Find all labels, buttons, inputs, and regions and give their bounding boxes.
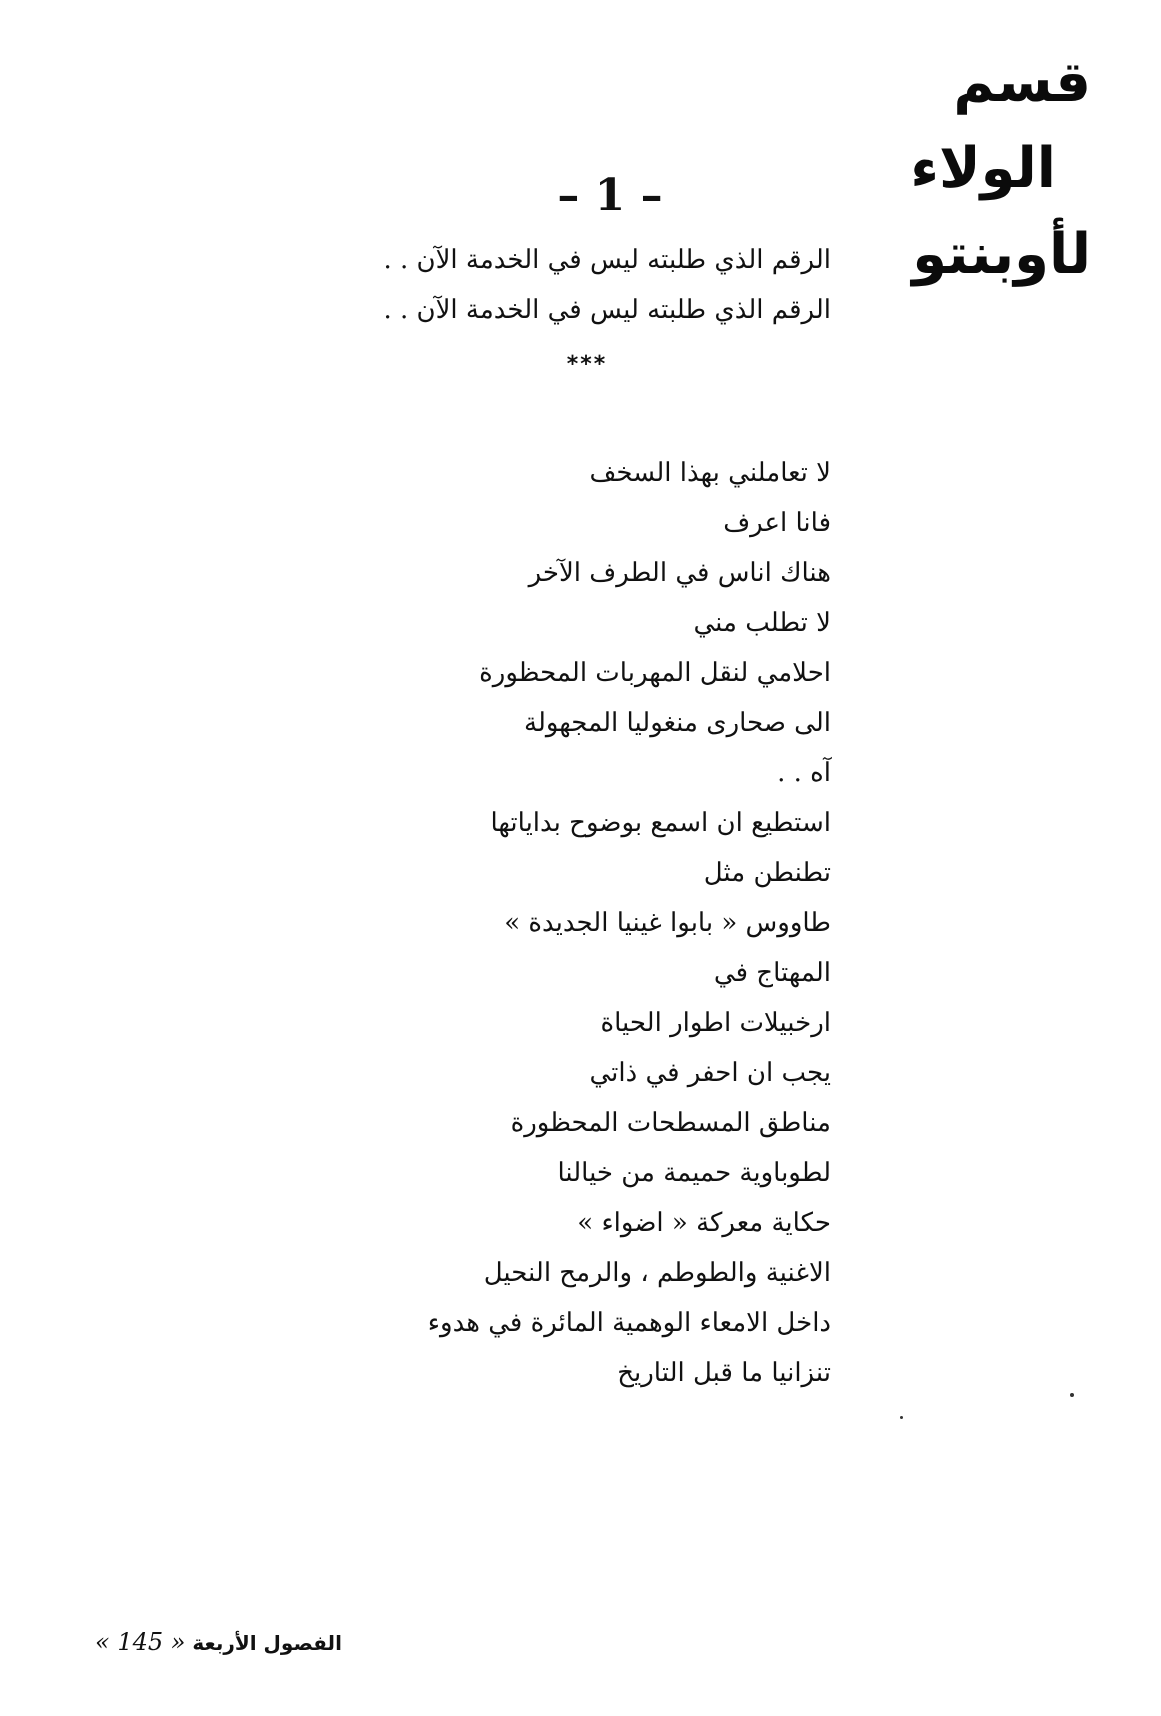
poem-line: داخل الامعاء الوهمية المائرة في هدوء <box>427 1308 831 1338</box>
intro-line: الرقم الذي طلبته ليس في الخدمة الآن . . <box>383 295 831 325</box>
poem-line: تطنطن مثل <box>703 858 831 888</box>
scan-speck <box>900 1416 903 1419</box>
poem-line: هناك اناس في الطرف الآخر <box>528 558 831 588</box>
title-line-3: لأوبنتو <box>912 222 1091 287</box>
title-line-1: قسم <box>953 50 1091 115</box>
poem-line: الى صحارى منغوليا المجهولة <box>524 708 831 738</box>
intro-lines <box>311 235 831 335</box>
intro-line: الرقم الذي طلبته ليس في الخدمة الآن . . <box>383 245 831 275</box>
poem-line: حكاية معركة « اضواء » <box>577 1208 831 1238</box>
section-separator: *** <box>566 352 608 377</box>
page-number: « 145 » <box>95 1628 186 1656</box>
publication-name: الفصول الأربعة <box>192 1631 342 1655</box>
page-footer <box>95 1628 342 1656</box>
poem-line: لطوباوية حميمة من خيالنا <box>557 1158 831 1188</box>
poem-title <box>851 50 1091 313</box>
poem-line: تنزانيا ما قبل التاريخ <box>617 1358 831 1388</box>
poem-line: آه . . <box>777 758 831 788</box>
poem-line: لا تطلب مني <box>693 608 831 638</box>
title-line-2: الولاء <box>910 136 1056 201</box>
poem-line: المهتاج في <box>713 958 831 988</box>
poem-line: مناطق المسطحات المحظورة <box>510 1108 831 1138</box>
poem-line: لا تعاملني بهذا السخف <box>589 458 831 488</box>
poem-line: ارخبيلات اطوار الحياة <box>600 1008 831 1038</box>
section-number: – 1 – <box>557 170 663 221</box>
poem-line: يجب ان احفر في ذاتي <box>589 1058 831 1088</box>
poem-line: فانا اعرف <box>723 508 831 538</box>
poem-line: طاووس « بابوا غينيا الجديدة » <box>504 908 831 938</box>
scan-speck <box>1070 1393 1074 1397</box>
poem-line: الاغنية والطوطم ، والرمح النحيل <box>483 1258 831 1288</box>
poem-line: استطيع ان اسمع بوضوح بداياتها <box>490 808 831 838</box>
poem-body <box>311 448 831 1398</box>
poem-line: احلامي لنقل المهربات المحظورة <box>479 658 831 688</box>
